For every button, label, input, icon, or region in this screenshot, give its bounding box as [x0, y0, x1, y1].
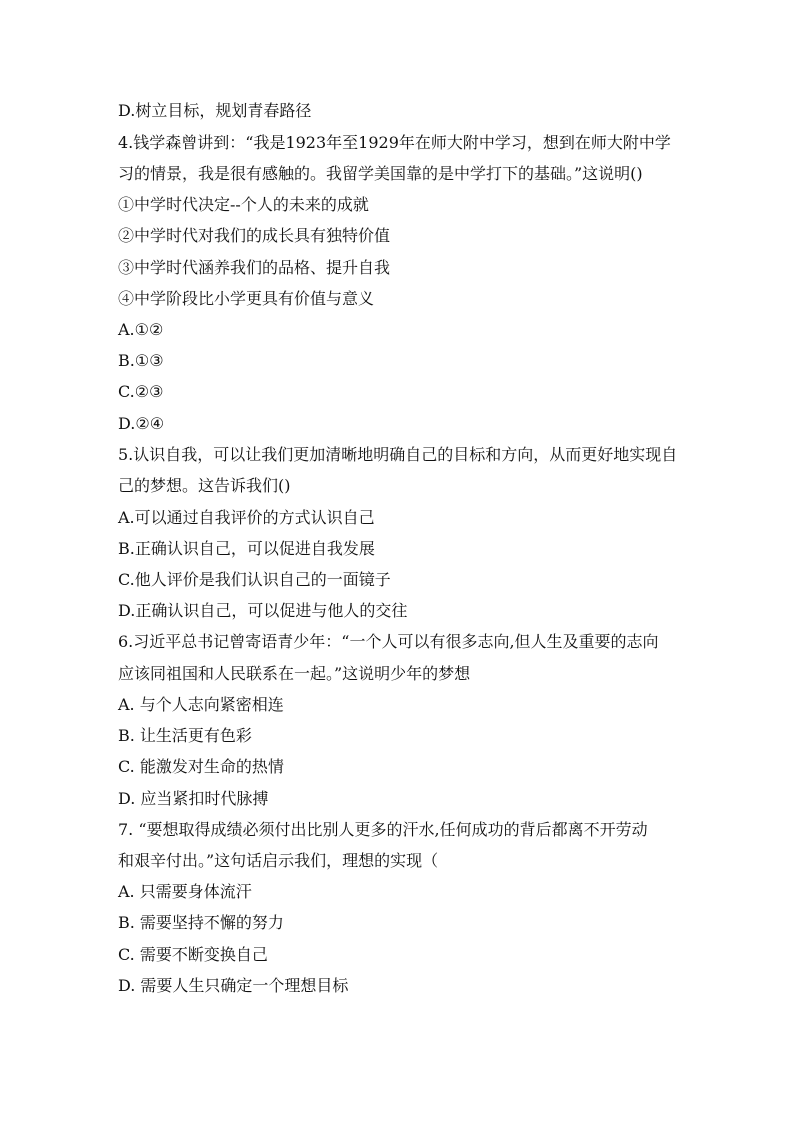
question-7-text: 7. “要想取得成绩必须付出比别人更多的汗水,任何成功的背后都离不开劳动 — [118, 820, 648, 839]
option-c-q5: C.他人评价是我们认识自己的一面镜子 — [118, 570, 391, 589]
option-d-q7: D. 需要人生只确定一个理想目标 — [118, 976, 349, 995]
question-4-text: 4.钱学森曾讲到：“我是1923年至1929年在师大附中学习，想到在师大附中学 — [118, 133, 671, 152]
statement-4: ④中学阶段比小学更具有价值与意义 — [118, 289, 375, 308]
statement-2: ②中学时代对我们的成长具有独特价值 — [118, 226, 391, 245]
option-a-q5: A.可以通过自我评价的方式认识自己 — [118, 508, 375, 527]
option-d-q6: D. 应当紧扣时代脉搏 — [118, 789, 269, 808]
question-6-text: 6.习近平总书记曾寄语青少年：“一个人可以有很多志向,但人生及重要的志向 — [118, 632, 659, 651]
option-d-q3: D.树立目标，规划青春路径 — [118, 101, 312, 120]
option-d-q4: D.②④ — [118, 414, 165, 433]
question-7-text-cont: 和艰辛付出。”这句话启示我们，理想的实现（ — [118, 851, 439, 870]
option-c-q7: C. 需要不断变换自己 — [118, 945, 268, 964]
option-b-q6: B. 让生活更有色彩 — [118, 726, 252, 745]
statement-3: ③中学时代涵养我们的品格、提升自我 — [118, 258, 391, 277]
option-a-q6: A. 与个人志向紧密相连 — [118, 695, 284, 714]
statement-1: ①中学时代决定--个人的未来的成就 — [118, 195, 369, 214]
question-5-text-cont: 己的梦想。这告诉我们() — [118, 476, 291, 495]
option-c-q6: C. 能激发对生命的热情 — [118, 757, 284, 776]
option-d-q5: D.正确认识自己，可以促进与他人的交往 — [118, 601, 408, 620]
option-b-q7: B. 需要坚持不懈的努力 — [118, 913, 284, 932]
question-5-text: 5.认识自我，可以让我们更加清晰地明确自己的目标和方向，从而更好地实现自 — [118, 445, 678, 464]
option-b-q4: B.①③ — [118, 351, 164, 370]
option-a-q4: A.①② — [118, 320, 164, 339]
option-a-q7: A. 只需要身体流汗 — [118, 882, 252, 901]
question-6-text-cont: 应该同祖国和人民联系在一起。”这说明少年的梦想 — [118, 664, 471, 683]
option-b-q5: B.正确认识自己，可以促进自我发展 — [118, 539, 375, 558]
question-4-text-cont: 习的情景，我是很有感触的。我留学美国靠的是中学打下的基础。”这说明() — [118, 164, 643, 183]
option-c-q4: C.②③ — [118, 382, 164, 401]
